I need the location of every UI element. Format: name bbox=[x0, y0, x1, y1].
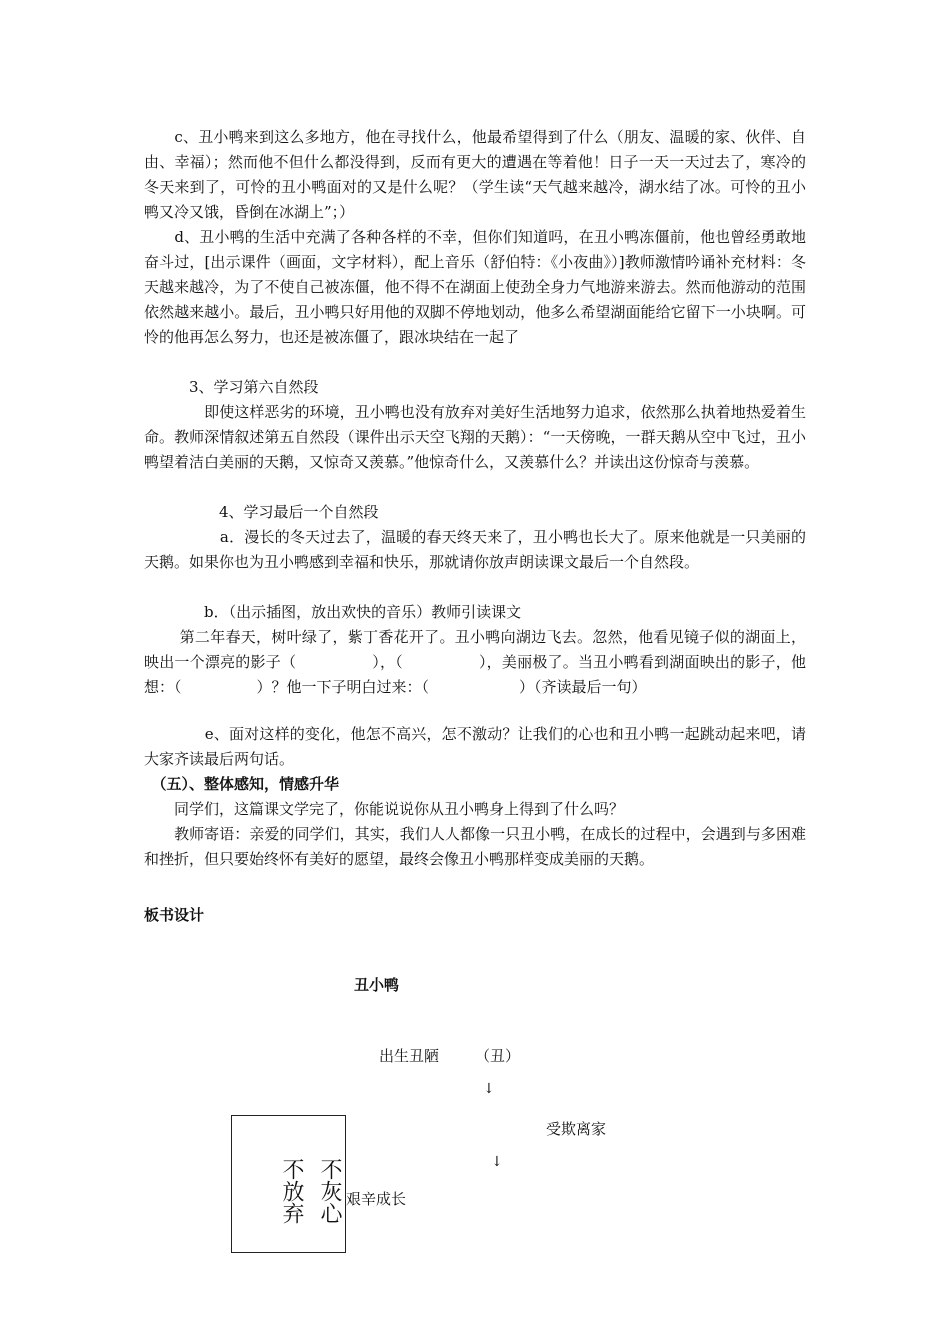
box-column-left: 不放弃 bbox=[279, 1158, 304, 1224]
down-arrow-icon: ↓ bbox=[491, 1154, 503, 1170]
section-5-question: 同学们，这篇课文学完了，你能说说你从丑小鸭身上得到了什么吗？ bbox=[144, 800, 625, 818]
teacher-message: 教师寄语：亲爱的同学们，其实，我们人人都像一只丑小鸭，在成长的过程中，会遇到与多困难和挫折，但只要始终怀有美好的愿望，最终会像丑小鸭那样变成美丽的天鹅。 bbox=[144, 825, 806, 868]
board-step-1-note: （丑） bbox=[475, 1047, 521, 1065]
paragraph-c: c、丑小鸭来到这么多地方，他在寻找什么，他最希望得到了什么（朋友、温暖的家、伙伴、自由、幸福）；然而他不但什么都没得到，反而有更大的遭遇在等着他！日子一天一天过去了，寒冷的冬天来到了，可怜的丑小鸭面对的又是什么呢？（学生读“天气越来越冷，湖水结了冰。可怜的丑小鸭又冷又饿，昏倒在冰湖上”；） bbox=[144, 128, 806, 221]
board-step-3: 艰辛成长 bbox=[346, 1190, 407, 1208]
board-step-2: 受欺离家 bbox=[546, 1120, 607, 1138]
section-4-b: b．（出示插图，放出欢快的音乐）教师引读课文 bbox=[144, 603, 522, 621]
paragraph-e: e、面对这样的变化，他怎不高兴，怎不激动？让我们的心也和丑小鸭一起跳动起来吧，请大家齐读最后两句话。 bbox=[144, 725, 806, 768]
board-box bbox=[231, 1115, 346, 1253]
section-3-heading: 3、学习第六自然段 bbox=[144, 378, 319, 396]
down-arrow-icon: ↓ bbox=[483, 1081, 495, 1097]
section-4-b-text: 第二年春天，树叶绿了，紫丁香花开了。丑小鸭向湖边飞去。忽然，他看见镜子似的湖面上，映出一个漂亮的影子（ ），（ ），美丽极了。当丑小鸭看到湖面映出的影子，他想：（ ）？他一下子明白过来：（ ）（齐读最后一句） bbox=[144, 628, 806, 696]
board-step-1: 出生丑陋 bbox=[379, 1047, 440, 1065]
section-4-heading: 4、学习最后一个自然段 bbox=[144, 503, 379, 521]
paragraph-d: d、丑小鸭的生活中充满了各种各样的不幸，但你们知道吗，在丑小鸭冻僵前，他也曾经勇敢地奋斗过，[出示课件（画面，文字材料），配上音乐（舒伯特：《小夜曲》）]教师激情吟诵补充材料：冬天越来越冷，为了不使自己被冻僵，他不得不在湖面上使劲全身力气地游来游去。然而他游动的范围依然越来越小。最后，丑小鸭只好用他的双脚不停地划动，他多么希望湖面能给它留下一小块啊。可怜的他再怎么努力，也还是被冻僵了，跟冰块结在一起了 bbox=[144, 228, 806, 346]
board-title: 丑小鸭 bbox=[354, 976, 400, 994]
section-5-heading: （五）、整体感知，情感升华 bbox=[144, 775, 340, 793]
board-design-heading: 板书设计 bbox=[144, 906, 205, 924]
section-3-body: 即使这样恶劣的环境，丑小鸭也没有放弃对美好生活地努力追求，依然那么执着地热爱着生命。教师深情叙述第五自然段（课件出示天空飞翔的天鹅）：“一天傍晚，一群天鹅从空中飞过，丑小鸭望着洁白美丽的天鹅，又惊奇又羡慕。”他惊奇什么，又羡慕什么？并读出这份惊奇与羡慕。 bbox=[144, 403, 806, 471]
box-column-right: 不灰心 bbox=[317, 1158, 342, 1224]
section-4-a: a．漫长的冬天过去了，温暖的春天终天来了，丑小鸭也长大了。原来他就是一只美丽的天鹅。如果你也为丑小鸭感到幸福和快乐，那就请你放声朗读课文最后一个自然段。 bbox=[144, 528, 806, 571]
